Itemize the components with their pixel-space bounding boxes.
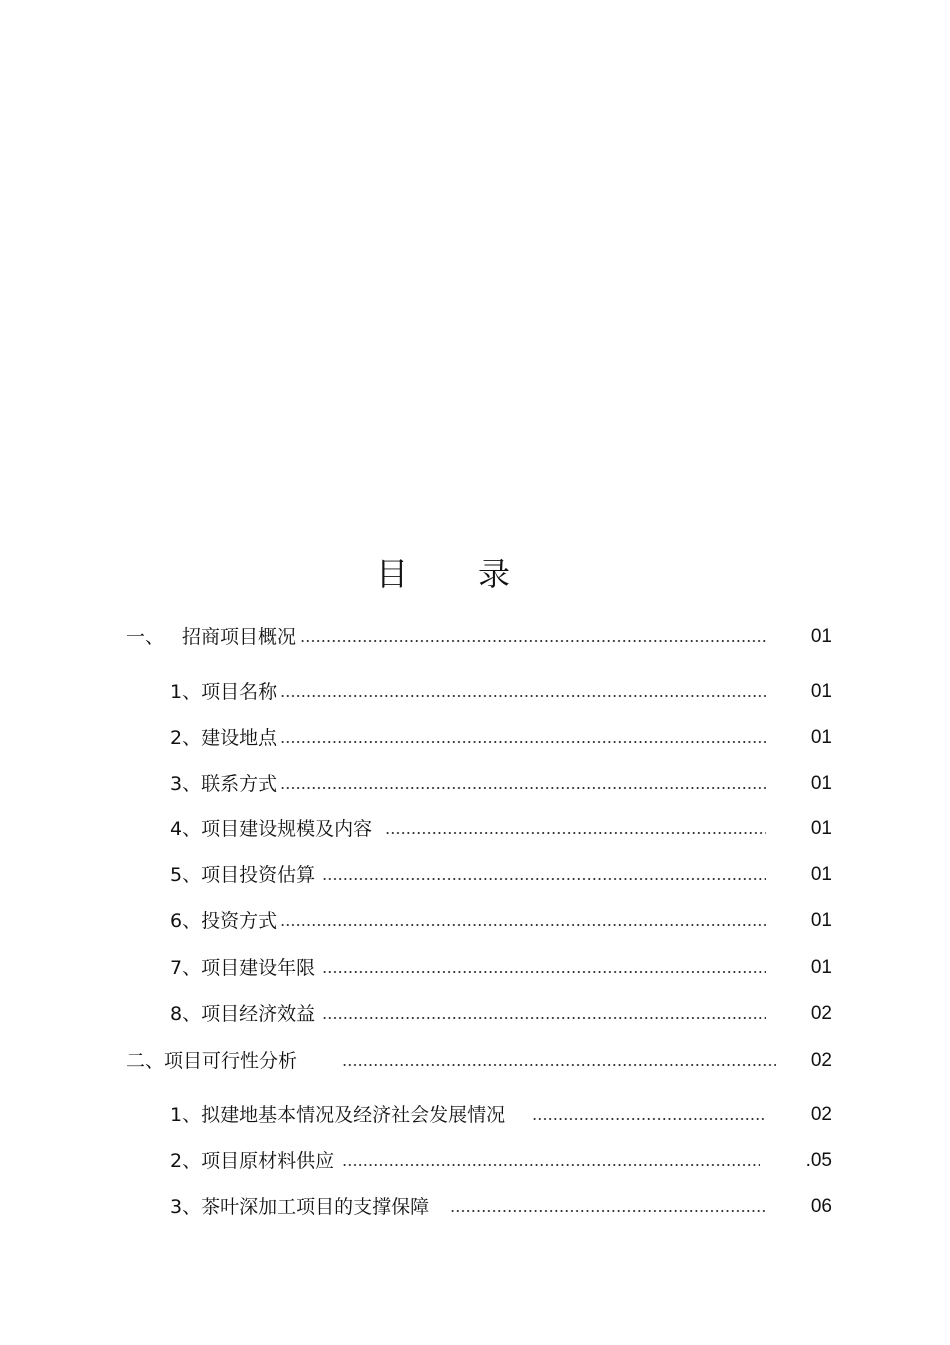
toc-entry-page: 02 xyxy=(810,1003,832,1024)
toc-entry-label: 4、项目建设规模及内容 xyxy=(170,814,374,844)
toc-entry-page: 01 xyxy=(810,727,832,748)
toc-leader-dots xyxy=(342,1164,760,1166)
toc-entry-12[interactable] xyxy=(0,1146,950,1176)
toc-leader-dots xyxy=(280,741,766,743)
toc-entry-4[interactable] xyxy=(0,769,950,799)
toc-entry-9[interactable] xyxy=(0,999,950,1029)
toc-entry-label: 1、拟建地基本情况及经济社会发展情况 xyxy=(170,1100,507,1130)
toc-entry-page: 01 xyxy=(810,626,832,647)
toc-leader-dots xyxy=(385,832,766,834)
toc-entry-label: 8、项目经济效益 xyxy=(170,999,317,1029)
toc-entry-6[interactable] xyxy=(0,860,950,890)
toc-entry-label: 3、茶叶深加工项目的支撑保障 xyxy=(170,1192,431,1222)
toc-title xyxy=(0,552,950,596)
toc-leader-dots xyxy=(300,640,766,642)
toc-entry-5[interactable] xyxy=(0,814,950,844)
toc-entry-page: 02 xyxy=(810,1104,832,1125)
toc-title-char-2: 录 xyxy=(478,555,511,593)
toc-leader-dots xyxy=(322,1017,766,1019)
toc-entry-2[interactable] xyxy=(0,677,950,707)
toc-leader-dots xyxy=(322,971,766,973)
toc-leader-dots xyxy=(280,695,766,697)
toc-entry-7[interactable] xyxy=(0,906,950,936)
toc-title-char-1: 目 xyxy=(376,555,409,593)
toc-leader-dots xyxy=(280,924,766,926)
toc-entry-3[interactable] xyxy=(0,723,950,753)
toc-leader-dots xyxy=(280,787,766,789)
toc-entry-13[interactable] xyxy=(0,1192,950,1222)
toc-entry-page: 02 xyxy=(810,1050,832,1071)
toc-entry-label: 二、项目可行性分析 xyxy=(126,1046,299,1076)
toc-entry-page: 01 xyxy=(810,818,832,839)
toc-entry-8[interactable] xyxy=(0,953,950,983)
toc-entry-page: 01 xyxy=(810,681,832,702)
toc-entry-10[interactable] xyxy=(0,1046,950,1076)
toc-entry-label: 2、建设地点 xyxy=(170,723,279,753)
toc-entry-page: 01 xyxy=(810,773,832,794)
toc-leader-dots xyxy=(342,1064,776,1066)
toc-entry-label: 招商项目概况 xyxy=(182,622,298,652)
toc-entry-page: .05 xyxy=(805,1150,832,1171)
toc-leader-dots xyxy=(532,1118,766,1120)
toc-entry-page: 01 xyxy=(810,910,832,931)
toc-entry-label: 1、项目名称 xyxy=(170,677,279,707)
toc-entry-11[interactable] xyxy=(0,1100,950,1130)
toc-entry-label: 2、项目原材料供应 xyxy=(170,1146,336,1176)
toc-entry-page: 01 xyxy=(810,957,832,978)
toc-entry-label: 6、投资方式 xyxy=(170,906,279,936)
toc-entry-1[interactable] xyxy=(0,622,950,652)
toc-entry-page: 01 xyxy=(810,864,832,885)
toc-entry-label: 3、联系方式 xyxy=(170,769,279,799)
toc-entry-label: 5、项目投资估算 xyxy=(170,860,317,890)
toc-leader-dots xyxy=(450,1210,766,1212)
toc-entry-page: 06 xyxy=(810,1196,832,1217)
toc-leader-dots xyxy=(322,878,766,880)
toc-entry-label: 7、项目建设年限 xyxy=(170,953,317,983)
toc-entry-number: 一、 xyxy=(126,626,165,648)
